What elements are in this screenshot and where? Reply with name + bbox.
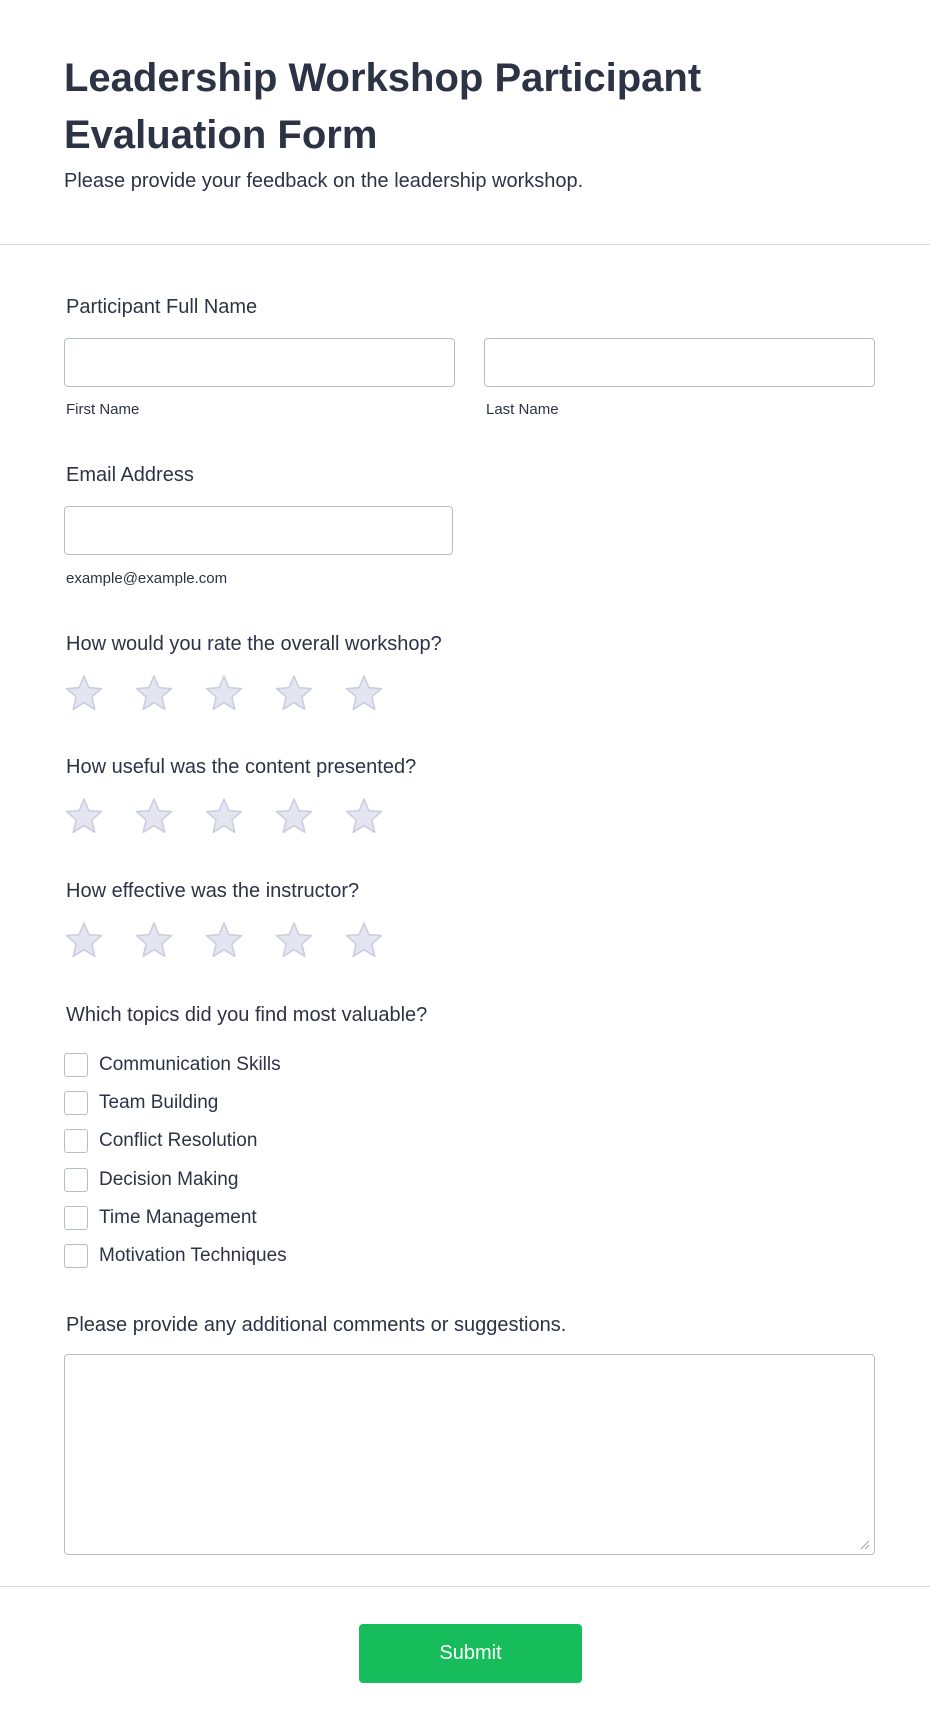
topic-option[interactable]: [64, 1122, 287, 1160]
rating-instructor-stars: [64, 921, 384, 961]
topic-option-label: Communication Skills: [99, 1054, 281, 1076]
rating-question-overall: How would you rate the overall workshop?: [66, 633, 442, 655]
star-icon[interactable]: [204, 674, 244, 714]
footer-divider: [0, 1586, 930, 1587]
topic-option[interactable]: [64, 1084, 287, 1122]
topic-option-label: Motivation Techniques: [99, 1245, 287, 1267]
star-icon[interactable]: [134, 921, 174, 961]
star-icon[interactable]: [344, 797, 384, 837]
first-name-sublabel: First Name: [66, 401, 140, 418]
star-icon[interactable]: [134, 797, 174, 837]
checkbox-icon[interactable]: [64, 1168, 88, 1192]
form-title: [64, 50, 824, 164]
topic-option-label: Decision Making: [99, 1168, 239, 1190]
star-icon[interactable]: [64, 921, 104, 961]
topic-option-label: Conflict Resolution: [99, 1130, 258, 1152]
star-icon[interactable]: [274, 921, 314, 961]
rating-content-stars: [64, 797, 384, 837]
rating-question-instructor: How effective was the instructor?: [66, 880, 360, 902]
header-divider: [0, 244, 930, 245]
submit-button[interactable]: Submit: [359, 1624, 582, 1683]
form-title-line-1: Leadership Workshop Participant: [64, 56, 702, 100]
first-name-input[interactable]: [64, 338, 455, 387]
comments-label: Please provide any additional comments or suggestions.: [66, 1314, 567, 1336]
topic-option[interactable]: [64, 1046, 287, 1084]
topic-option-label: Team Building: [99, 1092, 219, 1114]
rating-question-content: How useful was the content presented?: [66, 756, 417, 778]
email-input[interactable]: [64, 506, 453, 555]
star-icon[interactable]: [274, 674, 314, 714]
comments-textarea[interactable]: [64, 1354, 875, 1555]
star-icon[interactable]: [204, 921, 244, 961]
form-subtitle: Please provide your feedback on the leadership workshop.: [64, 170, 584, 192]
rating-overall-stars: [64, 674, 384, 714]
email-sublabel: example@example.com: [66, 570, 228, 587]
checkbox-icon[interactable]: [64, 1129, 88, 1153]
topics-question: Which topics did you find most valuable?: [66, 1004, 428, 1026]
star-icon[interactable]: [204, 797, 244, 837]
checkbox-icon[interactable]: [64, 1091, 88, 1115]
topic-option-label: Time Management: [99, 1206, 257, 1228]
star-icon[interactable]: [64, 797, 104, 837]
full-name-label: Participant Full Name: [66, 296, 258, 318]
email-label: Email Address: [66, 464, 194, 486]
topic-option[interactable]: [64, 1161, 287, 1199]
star-icon[interactable]: [134, 674, 174, 714]
resize-grip-icon[interactable]: [860, 1540, 870, 1550]
last-name-sublabel: Last Name: [486, 401, 559, 418]
star-icon[interactable]: [274, 797, 314, 837]
star-icon[interactable]: [344, 674, 384, 714]
checkbox-icon[interactable]: [64, 1206, 88, 1230]
checkbox-icon[interactable]: [64, 1244, 88, 1268]
topics-checkbox-list: [64, 1046, 287, 1275]
form-title-line-2: Evaluation Form: [64, 113, 378, 157]
last-name-input[interactable]: [484, 338, 875, 387]
form-header: [64, 50, 824, 193]
topic-option[interactable]: [64, 1199, 287, 1237]
topic-option[interactable]: [64, 1237, 287, 1275]
star-icon[interactable]: [64, 674, 104, 714]
checkbox-icon[interactable]: [64, 1053, 88, 1077]
star-icon[interactable]: [344, 921, 384, 961]
